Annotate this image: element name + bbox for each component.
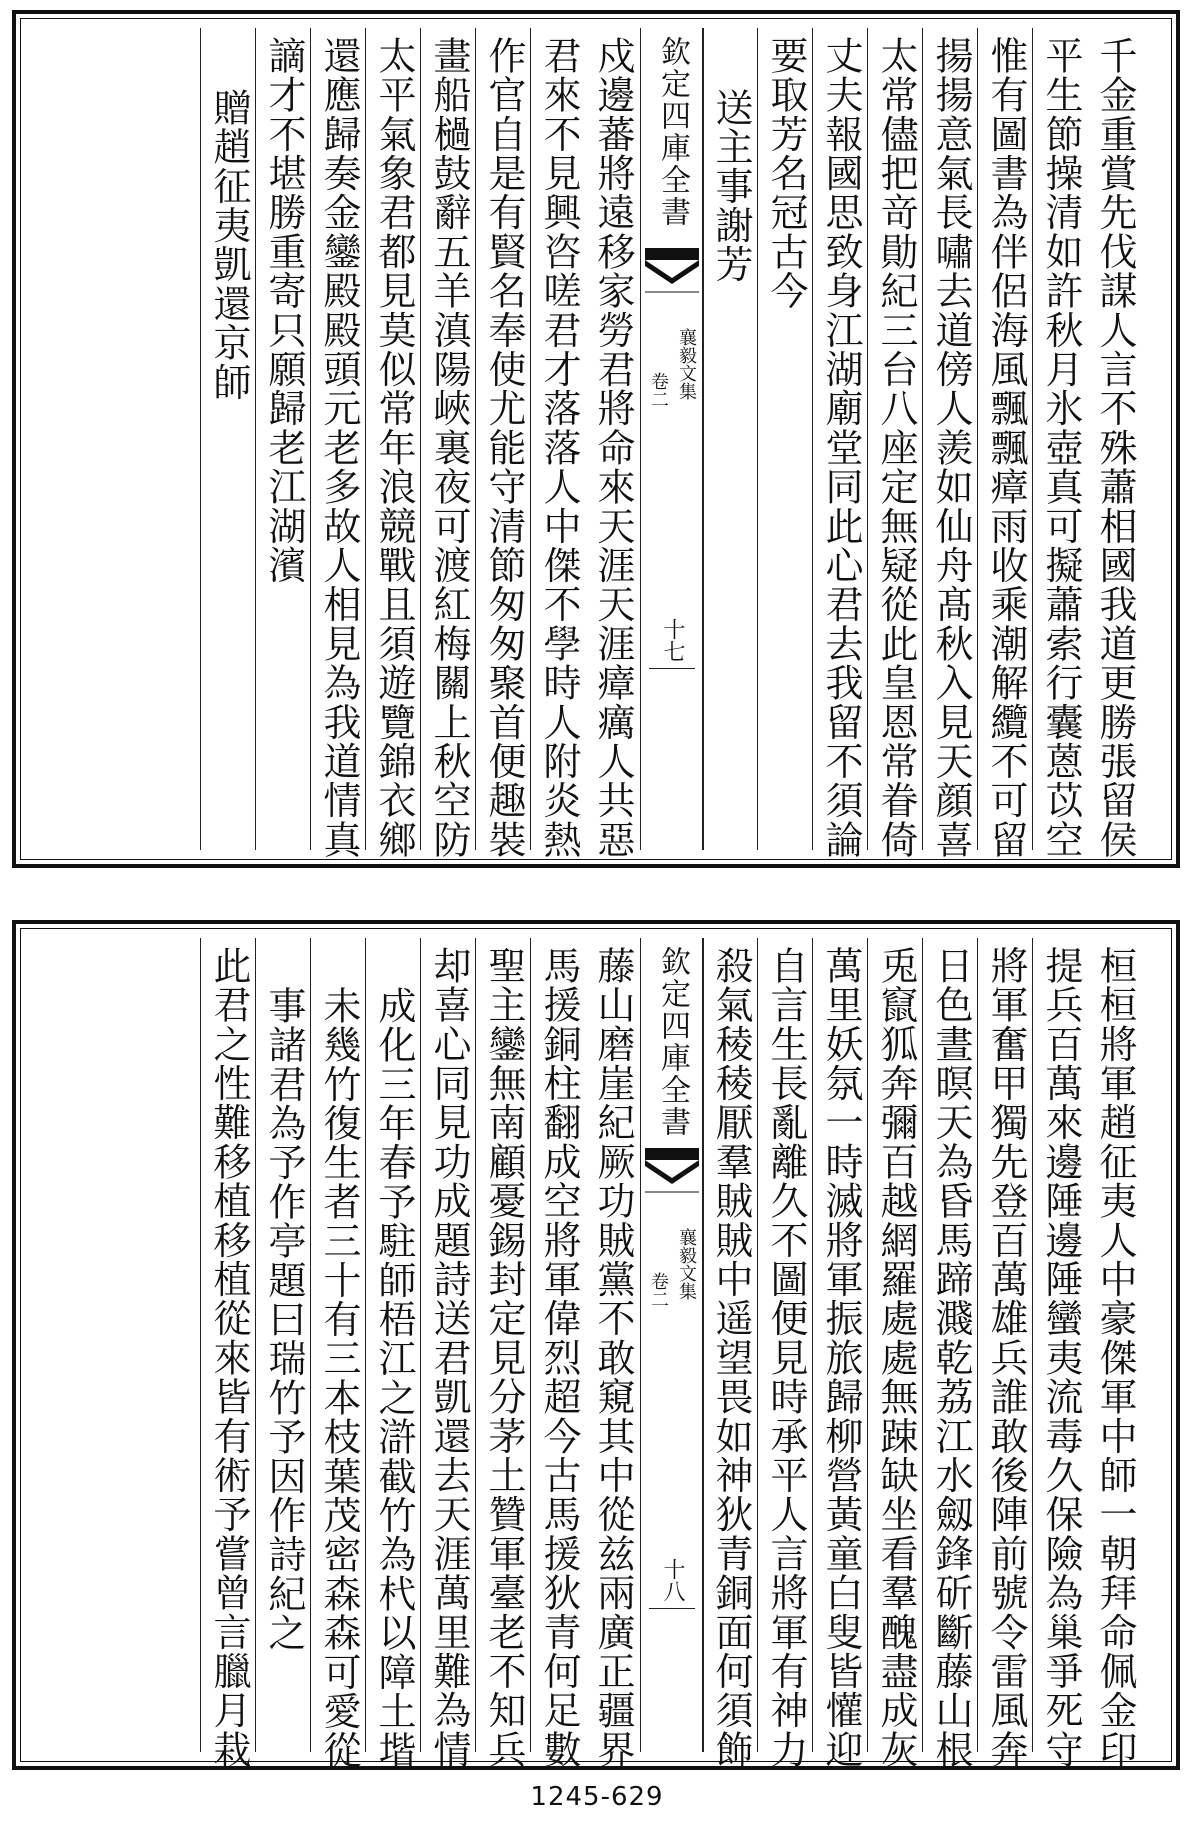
column-text: 成化三年春予駐師梧江之滸截竹為杙以障土堦 [372,986,416,1770]
column-text: 却喜心同見功成題詩送君凱還去天涯萬里難為情 [427,946,471,1770]
top-column-14 [310,28,366,860]
center-fold-column [640,938,704,1752]
top-column-9 [585,28,640,860]
top-column-2 [1032,28,1088,860]
column-text: 日色晝暝天為昏馬蹄濺乾荔江水劔鋒斫斷藤山根 [929,946,973,1770]
bottom-column-3 [977,938,1033,1770]
top-column-4 [922,28,978,860]
volume-label: 卷二 [648,1272,669,1308]
fold-rule [649,1608,695,1609]
column-text: 桓桓將軍趙征夷人中豪傑軍中師一朝拜命佩金印 [1093,946,1137,1770]
top-column-16 [200,28,256,850]
column-text: 惟有圖書為伴侶海風飄飄瘴雨收乘潮解纜不可留 [984,36,1028,860]
bottom-text-columns [30,938,1162,1770]
column-text: 送主事謝芳 [709,88,753,284]
column-text: 千金重賞先伐謀人言不殊蕭相國我道更勝張留侯 [1093,36,1137,860]
top-column-3 [977,28,1033,860]
column-text: 太平氣象君都見莫似常年浪競戰且須遊覽錦衣鄉 [372,36,416,860]
bottom-column-2 [1032,938,1088,1770]
column-text: 作官自是有賢名奉使尤能守清節匆匆聚首便趣裝 [482,36,526,860]
top-text-columns [30,28,1162,860]
column-text: 太常儘把竒勛紀三台八座定無疑從此皇恩常眷倚 [874,36,918,860]
column-text: 此君之性難移植移植從來皆有術予嘗曾言臘月栽 [207,946,251,1770]
bottom-column-4 [922,938,978,1770]
collection-name: 襄毅文集 [676,328,697,400]
bottom-column-12 [420,938,476,1770]
top-column-5 [867,28,923,860]
bottom-column-9 [585,938,640,1770]
column-text: 自言生長亂離久不圖便見時承平人言將軍有神力 [764,946,808,1770]
bottom-column-10 [530,938,586,1770]
top-column-11 [475,28,531,860]
column-text: 藤山磨崖紀厥功賊黨不敢窺其中從兹兩廣正疆界 [591,946,635,1770]
bottom-column-16 [200,938,256,1770]
page-number: 1245-629 [530,1782,664,1812]
folio-number: 十七 [660,618,685,662]
top-column-8 [702,28,758,850]
center-fold-column [640,28,704,850]
column-text: 兎竄狐奔彌百越網羅處處無踈缺坐看羣醜盡成灰 [874,946,918,1770]
fish-tail-mark-icon [645,1148,699,1194]
library-title: 欽定四庫全書 [655,36,690,228]
collection-name: 襄毅文集 [676,1228,697,1300]
column-text: 殺氣稜稜厭羣賊賊中遥望畏如神狄青銅面何須飾 [709,946,753,1770]
column-text: 謫才不堪勝重寄只願歸老江湖濱 [262,36,306,585]
bottom-column-7 [757,938,813,1770]
bottom-column-1 [1087,938,1142,1770]
column-text: 贈趙征夷凱還京師 [207,88,251,402]
column-text: 萬里妖氛一時滅將軍振旅歸柳營黃童白叟皆懽迎 [819,946,863,1770]
top-column-6 [812,28,868,860]
bottom-column-14 [310,938,366,1770]
bottom-column-13 [365,938,421,1770]
library-title: 欽定四庫全書 [655,946,690,1138]
bottom-column-8 [702,938,758,1770]
column-text: 將軍奮甲獨先登百萬雄兵誰敢後陣前號令雷風奔 [984,946,1028,1770]
fold-rule [649,668,695,669]
column-text: 畫船檛鼓辭五羊滇陽峽裏夜可渡紅梅關上秋空防 [427,36,471,860]
volume-label: 卷二 [648,372,669,408]
top-column-7 [757,28,813,850]
column-text: 未幾竹復生者三十有三本枝葉茂密森森可愛從 [317,986,361,1770]
top-column-12 [420,28,476,860]
bottom-column-11 [475,938,531,1770]
column-text: 戍邊蕃將遠移家勞君將命來天涯天涯瘴癘人共惡 [591,36,635,860]
column-text: 聖主鑾無南顧憂錫封定見分茅土贊軍臺老不知兵 [482,946,526,1770]
bottom-page [12,920,1180,1770]
bottom-column-5 [867,938,923,1770]
column-text: 揚揚意氣長嘯去道傍人羨如仙舟髙秋入見天顔喜 [929,36,973,860]
column-text: 提兵百萬來邊陲邊陲蠻夷流毒久保險為巢爭死守 [1039,946,1083,1770]
top-page [12,10,1180,868]
fish-tail-mark-icon [645,248,699,294]
column-text: 要取芳名冠古今 [764,36,808,311]
column-text: 還應歸奏金鑾殿殿頭元老多故人相見為我道情真 [317,36,361,860]
column-text: 馬援銅柱翻成空將軍偉烈超今古馬援狄青何足數 [537,946,581,1770]
column-text: 丈夫報國思致身江湖廟堂同此心君去我留不須論 [819,36,863,860]
top-column-10 [530,28,586,860]
top-column-1 [1087,28,1142,860]
column-text: 君來不見興咨嗟君才落落人中傑不學時人附炎熱 [537,36,581,860]
bottom-column-6 [812,938,868,1770]
column-text: 平生節操清如許秋月氷壺真可擬蕭索行囊蒽苡空 [1039,36,1083,860]
top-column-15 [255,28,311,850]
top-column-13 [365,28,421,860]
bottom-column-15 [255,938,311,1752]
folio-number: 十八 [660,1558,685,1602]
column-text: 事諸君為予作亭題曰瑞竹予因作詩紀之 [262,986,306,1653]
